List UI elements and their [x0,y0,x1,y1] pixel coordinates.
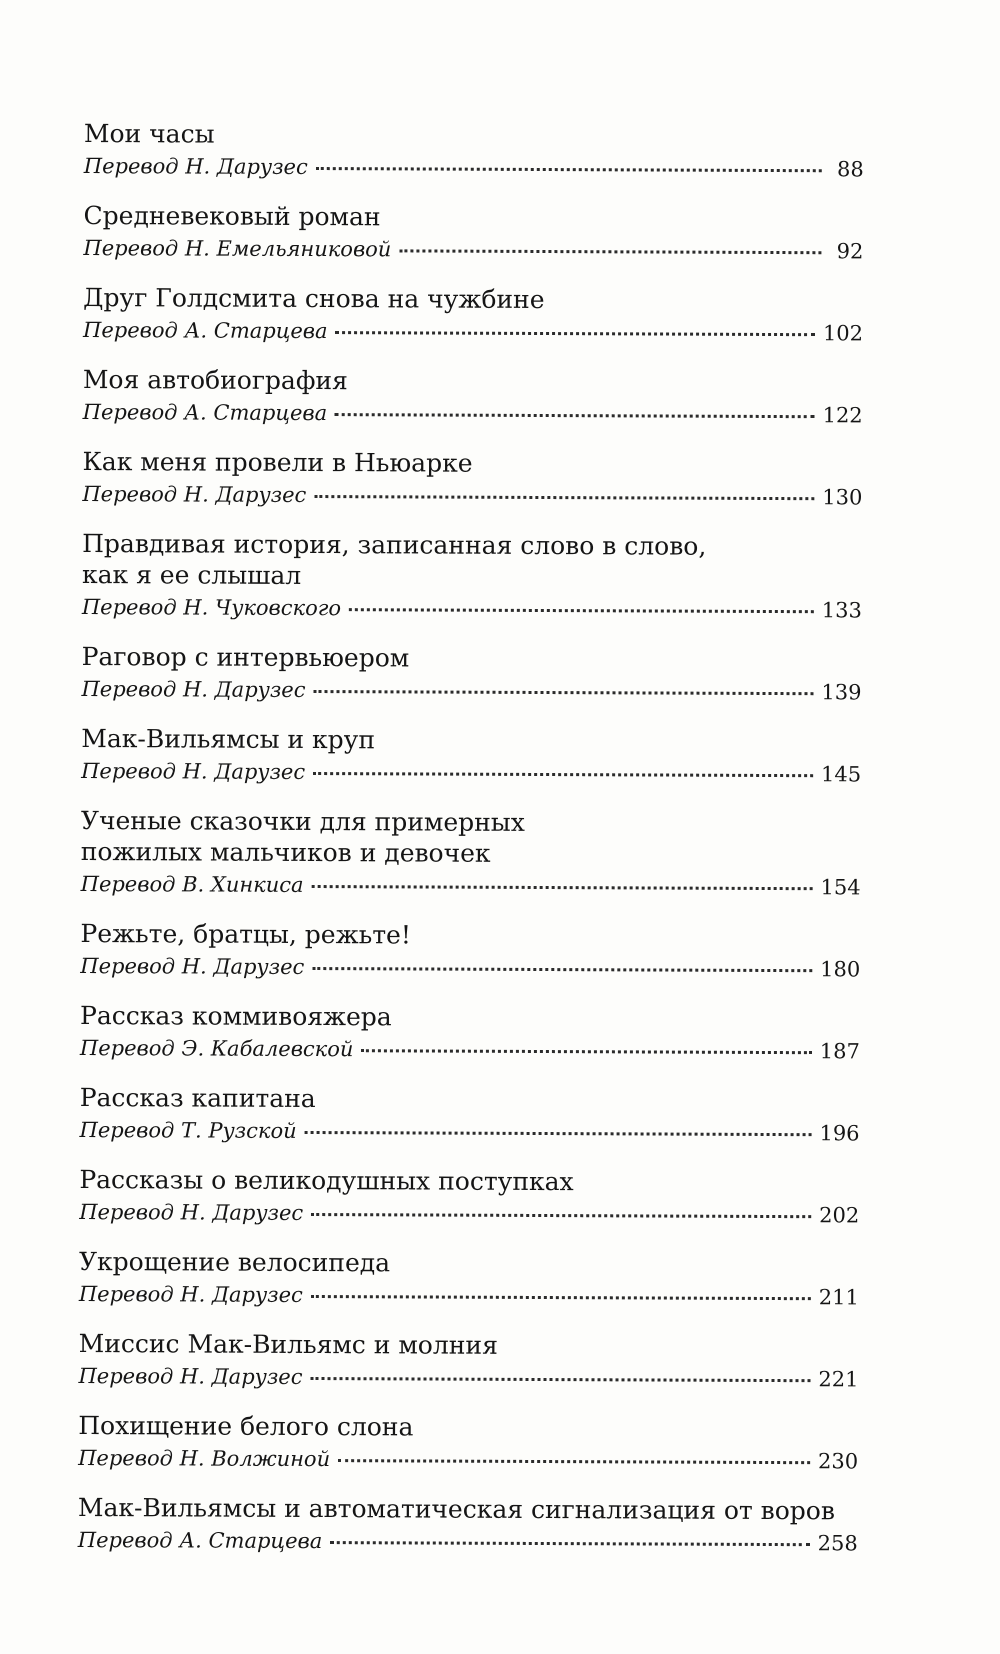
entry-meta-row [80,952,860,983]
entry-page-number: 196 [819,1121,860,1146]
toc-entry[interactable] [78,1492,858,1557]
entry-meta-row [78,1362,858,1393]
entry-title [80,1082,860,1116]
entry-page-number: 180 [820,957,861,982]
dot-leader [311,1213,811,1218]
entry-title-line: Рассказы о великодушных поступках [79,1164,574,1197]
entry-title [84,118,864,152]
entry-title-line: Похищение белого слона [78,1410,414,1442]
entry-title-line: Мак-Вильямсы и автоматическая сигнализация от воров [77,1492,836,1526]
entry-title [80,918,860,952]
entry-title-line: Рассказ коммивояжера [80,1000,392,1032]
toc-entry[interactable] [83,364,863,429]
entry-translator: Перевод Н. Дарузес [81,758,306,784]
entry-page-number: 202 [819,1203,860,1228]
entry-meta-row [80,1034,860,1065]
entry-title-line: Моя автобиография [82,364,348,396]
entry-translator: Перевод Н. Дарузес [82,481,307,507]
entry-title [82,641,862,675]
toc-entry[interactable] [82,528,862,624]
entry-page-number: 88 [836,157,864,182]
entry-translator: Перевод Н. Дарузес [78,1363,303,1389]
entry-meta-row [81,675,861,706]
table-of-contents [78,118,864,1577]
entry-page-number: 102 [822,321,864,346]
dot-leader [338,1459,810,1464]
toc-entry[interactable] [82,446,862,511]
entry-title [82,446,862,480]
toc-entry[interactable] [81,723,861,788]
entry-title [79,1164,859,1198]
entry-meta-row [79,1280,859,1311]
entry-title-line: Как меня провели в Ньюарке [82,446,473,478]
toc-entry[interactable] [80,1000,860,1065]
entry-translator: Перевод А. Старцева [82,399,328,426]
dot-leader [336,331,815,336]
entry-title [81,805,861,870]
entry-title-line: Ученые сказочки для примерных [80,805,525,837]
toc-entry[interactable] [80,1082,860,1147]
entry-title-line: Укрощение велосипеда [78,1246,391,1278]
dot-leader [399,249,821,254]
entry-page-number: 92 [836,239,864,264]
entry-meta-row [80,1116,860,1147]
entry-translator: Перевод Н. Дарузес [79,1199,304,1225]
entry-title-line: Мак-Вильямсы и круп [81,723,376,755]
toc-entry[interactable] [81,641,861,706]
toc-entry[interactable] [83,282,863,347]
entry-translator: Перевод Н. Дарузес [83,153,308,179]
entry-translator: Перевод Н. Дарузес [80,953,305,979]
entry-meta-row [83,398,863,429]
toc-entry[interactable] [78,1328,858,1393]
entry-title-line: как я ее слышал [81,559,302,590]
entry-title [84,200,864,234]
toc-entry[interactable] [79,1164,859,1229]
entry-page-number: 130 [822,485,863,510]
entry-page-number: 187 [819,1039,860,1064]
entry-translator: Перевод Н. Волжиной [78,1445,331,1472]
dot-leader [330,1541,809,1546]
dot-leader [335,413,814,418]
entry-translator: Перевод В. Хинкиса [80,871,304,897]
toc-entry[interactable] [80,918,860,983]
toc-entry[interactable] [81,805,861,901]
entry-translator: Перевод Н. Дарузес [78,1281,303,1307]
entry-translator: Перевод Н. Чуковского [81,594,342,621]
entry-title [82,528,862,593]
entry-translator: Перевод А. Старцева [83,317,328,344]
entry-page-number: 211 [818,1285,859,1310]
entry-page-number: 154 [820,875,861,900]
entry-meta-row [81,757,861,788]
entry-title [83,282,863,316]
entry-translator: Перевод Н. Дарузес [81,676,306,702]
entry-meta-row [84,152,864,183]
entry-title-line: Друг Голдсмита снова на чужбине [83,282,545,315]
entry-title-line: Средневековый роман [83,200,381,232]
toc-entry[interactable] [79,1246,859,1311]
entry-translator: Перевод Н. Емельяниковой [83,235,392,262]
entry-title-line: Миссис Мак-Вильямс и молния [78,1328,498,1360]
dot-leader [314,495,814,500]
entry-meta-row [78,1444,858,1475]
entry-page-number: 145 [820,762,862,787]
dot-leader [305,1131,812,1136]
entry-meta-row [82,593,862,624]
entry-meta-row [83,316,863,347]
entry-title [83,364,863,398]
entry-page-number: 133 [821,598,862,623]
entry-title-line: Рассказ капитана [79,1082,316,1114]
dot-leader [349,608,814,613]
toc-entry[interactable] [84,118,864,183]
entry-title [78,1410,858,1444]
entry-meta-row [83,234,863,265]
toc-entry[interactable] [83,200,863,265]
dot-leader [312,967,812,972]
entry-title-line: Режьте, братцы, режьте! [80,918,411,950]
entry-page-number: 221 [818,1367,859,1392]
entry-title-line: Мои часы [83,118,215,149]
dot-leader [311,1295,811,1300]
entry-page-number: 258 [817,1531,858,1556]
dot-leader [316,167,822,172]
dot-leader [313,772,813,777]
entry-page-number: 122 [822,403,863,428]
toc-entry[interactable] [78,1410,858,1475]
entry-title [81,723,861,757]
dot-leader [310,1377,810,1382]
dot-leader [313,690,813,695]
entry-title [79,1246,859,1280]
entry-translator: Перевод А. Старцева [77,1527,323,1554]
entry-title-line: Правдивая история, записанная слово в слово, [82,528,707,561]
entry-title [78,1492,858,1526]
entry-title-line: пожилых мальчиков и девочек [80,836,491,868]
entry-title [79,1328,859,1362]
dot-leader [361,1049,811,1054]
dot-leader [312,885,813,890]
entry-meta-row [78,1526,858,1557]
entry-meta-row [81,870,861,901]
entry-translator: Перевод Т. Рузской [79,1117,297,1143]
entry-page-number: 230 [818,1449,859,1474]
entry-translator: Перевод Э. Кабалевской [79,1035,354,1062]
entry-title-line: Раговор с интервьюером [81,641,410,673]
entry-meta-row [82,480,862,511]
entry-meta-row [79,1198,859,1229]
entry-title [80,1000,860,1034]
entry-page-number: 139 [821,680,862,705]
